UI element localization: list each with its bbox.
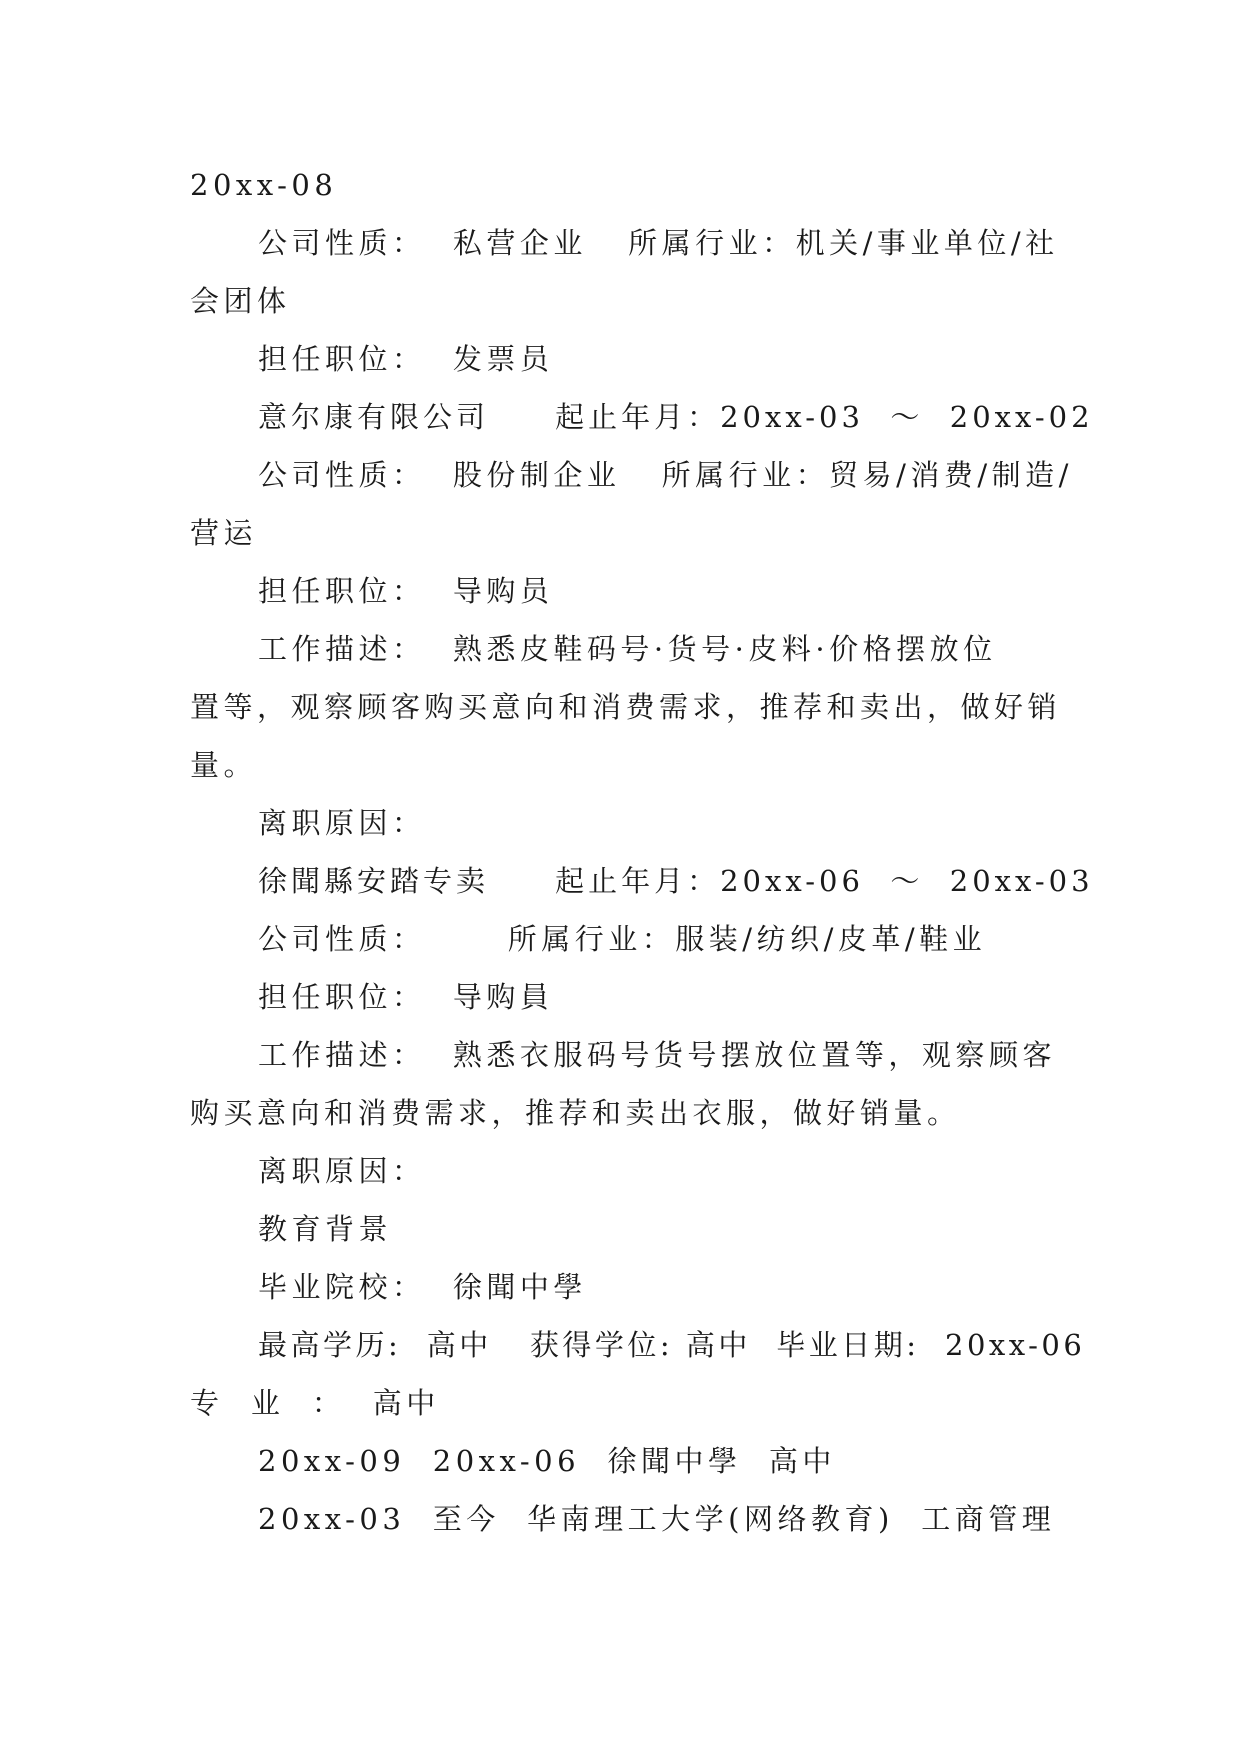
section-heading: 教育背景	[258, 1212, 393, 1246]
text-line: 20xx-09 20xx-06 徐聞中學 高中	[258, 1444, 836, 1478]
text-line: 20xx-08	[190, 168, 338, 202]
text-line: 担任职位： 导购员	[258, 574, 554, 608]
text-line: 离职原因：	[258, 1154, 426, 1188]
text-line: 会团体	[190, 284, 291, 318]
text-line: 20xx-03 至今 华南理工大学(网络教育) 工商管理	[258, 1502, 1056, 1536]
text-line: 专 业 ： 高中	[190, 1386, 440, 1420]
text-line: 徐聞縣安踏专卖 起止年月：20xx-06 ～ 20xx-03	[258, 864, 1094, 898]
text-line: 置等，观察顾客购买意向和消费需求，推荐和卖出，做好销	[190, 690, 1062, 724]
text-line: 意尔康有限公司 起止年月：20xx-03 ～ 20xx-02	[258, 400, 1094, 434]
text-line: 毕业院校： 徐聞中學	[258, 1270, 587, 1304]
text-line: 最高学历: 高中 获得学位: 高中 毕业日期: 20xx-06	[258, 1328, 1086, 1362]
text-line: 离职原因：	[258, 806, 426, 840]
text-line: 公司性质： 所属行业：服装/纺织/皮革/鞋业	[258, 922, 987, 956]
text-line: 担任职位： 导购員	[258, 980, 554, 1014]
text-line: 购买意向和消费需求，推荐和卖出衣服，做好销量。	[190, 1096, 961, 1130]
text-line: 工作描述： 熟悉衣服码号货号摆放位置等，观察顾客	[258, 1038, 1056, 1072]
text-line: 工作描述： 熟悉皮鞋码号·货号·皮料·价格摆放位	[258, 632, 997, 666]
text-line: 担任职位： 发票员	[258, 342, 554, 376]
text-line: 量。	[190, 748, 258, 782]
text-line: 公司性质： 股份制企业 所属行业：贸易/消费/制造/	[258, 458, 1073, 492]
text-line: 营运	[190, 516, 258, 550]
text-line: 公司性质： 私营企业 所属行业：机关/事业单位/社	[258, 226, 1059, 260]
